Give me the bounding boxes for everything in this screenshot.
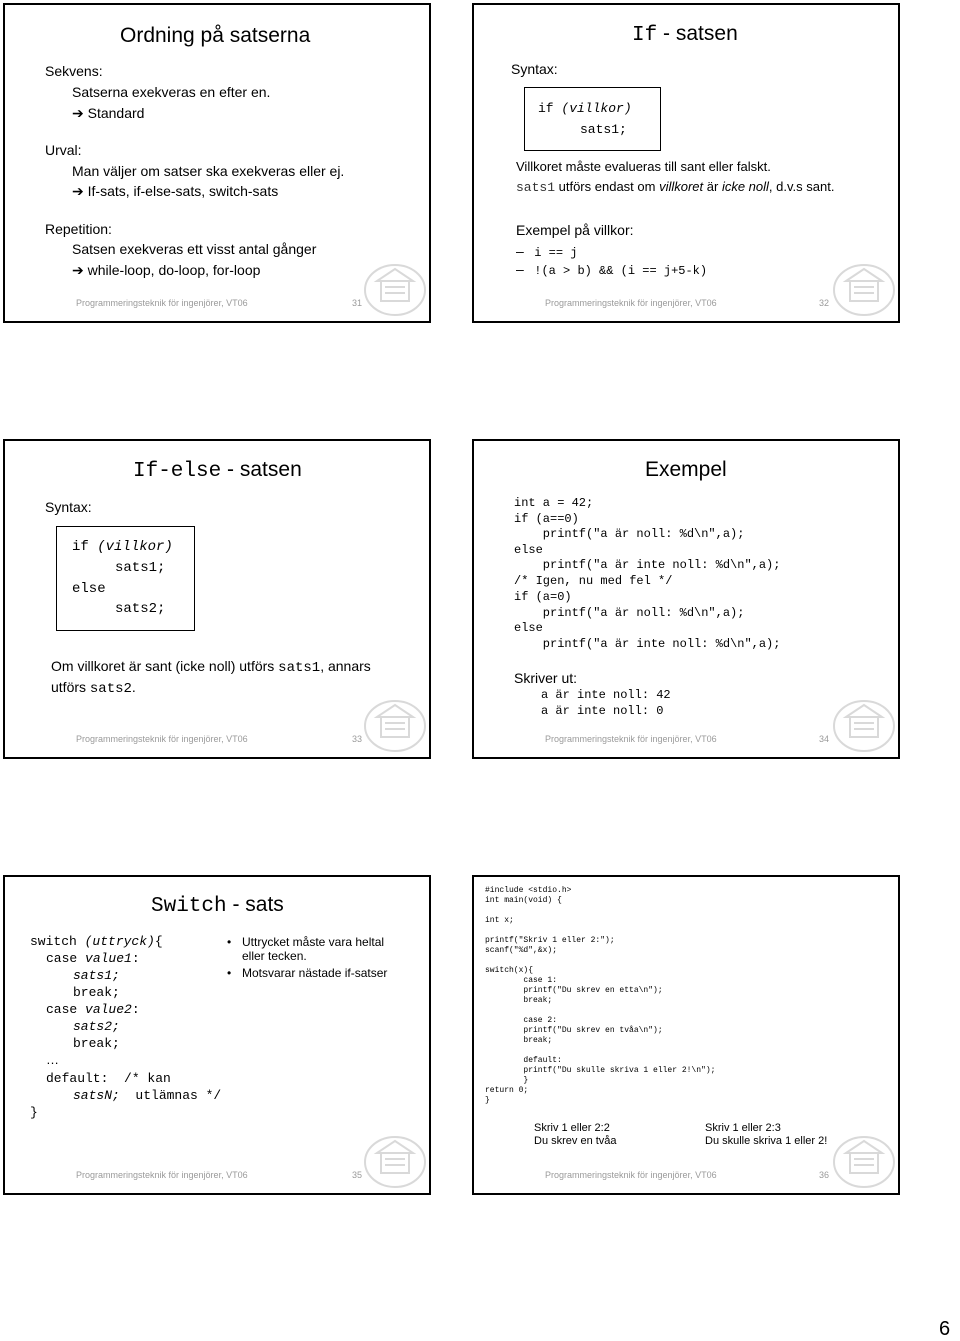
university-seal-icon bbox=[363, 699, 427, 753]
title-text: - sats bbox=[226, 893, 284, 916]
slide-footer: Programmeringsteknik för ingenjörer, VT06 bbox=[76, 298, 248, 308]
syntax-code-box bbox=[524, 87, 661, 151]
code-run: : bbox=[131, 951, 140, 966]
university-seal-icon bbox=[363, 263, 427, 317]
code-inline: sats1 bbox=[278, 660, 321, 676]
code-line bbox=[72, 539, 173, 555]
code-run: satsN; bbox=[73, 1088, 120, 1103]
repetition-arrow-text: while-loop, do-loop, for-loop bbox=[87, 262, 261, 278]
code-line: int main(void) { bbox=[485, 896, 562, 905]
repetition-arrow-item bbox=[72, 262, 260, 279]
code-line: printf("a är noll: %d\n",a); bbox=[514, 606, 745, 620]
arrow-right-icon: ➔ bbox=[72, 183, 88, 199]
slide-number: 34 bbox=[819, 734, 830, 744]
code-run: value2 bbox=[85, 1002, 132, 1017]
slide-title bbox=[632, 22, 738, 47]
code-line bbox=[73, 1088, 221, 1103]
text-run: Om villkoret är sant (icke noll) utförs bbox=[51, 658, 279, 674]
code-run: switch bbox=[30, 934, 85, 949]
code-line: printf("a är noll: %d\n",a); bbox=[514, 527, 745, 541]
dash-bullet: – bbox=[516, 261, 524, 277]
slide-35 bbox=[3, 875, 431, 1195]
example-code: !(a > b) && (i == j+5-k) bbox=[534, 264, 708, 278]
code-line: scanf("%d",&x); bbox=[485, 946, 558, 955]
code-line: sats2; bbox=[115, 601, 166, 617]
code-line: break; bbox=[73, 1036, 120, 1051]
page-number: 6 bbox=[939, 1318, 951, 1340]
bullet-dot-icon: • bbox=[227, 966, 232, 980]
urval-arrow-item bbox=[72, 183, 278, 200]
code-line: default: bbox=[485, 1056, 562, 1065]
code-line bbox=[485, 1006, 715, 1016]
text-run: villkoret bbox=[659, 179, 704, 194]
sekvens-arrow-item bbox=[72, 105, 144, 122]
text-run: , annars bbox=[320, 658, 371, 674]
university-seal-icon bbox=[832, 263, 896, 317]
slide-number: 35 bbox=[352, 1170, 363, 1180]
code-line: case 2: bbox=[485, 1016, 558, 1025]
code-line: int a = 42; bbox=[514, 496, 594, 510]
code-run: /* kan bbox=[108, 1071, 171, 1086]
text-run: utförs endast om bbox=[555, 179, 660, 194]
code-line bbox=[485, 1046, 715, 1056]
slide-footer: Programmeringsteknik för ingenjörer, VT06 bbox=[76, 1170, 248, 1180]
output-line: Du skrev en tvåa bbox=[534, 1135, 617, 1147]
text-run: är bbox=[703, 179, 722, 194]
arrow-right-icon: ➔ bbox=[72, 105, 88, 121]
slide-number: 33 bbox=[352, 734, 363, 744]
university-seal-icon bbox=[363, 1135, 427, 1189]
urval-label: Urval: bbox=[45, 142, 82, 158]
slide-36 bbox=[472, 875, 900, 1195]
bullet-text: Motsvarar nästade if-satser bbox=[242, 966, 388, 980]
code-line: else bbox=[72, 581, 106, 597]
sekvens-label: Sekvens: bbox=[45, 63, 103, 79]
code-keyword: if bbox=[538, 101, 554, 116]
slide-title: Exempel bbox=[645, 458, 727, 481]
output-label: Skriver ut: bbox=[514, 670, 578, 686]
urval-text: Man väljer om satser ska exekveras eller ej. bbox=[72, 163, 345, 179]
output-line: Du skulle skriva 1 eller 2! bbox=[705, 1135, 828, 1147]
slide-footer: Programmeringsteknik för ingenjörer, VT06 bbox=[545, 734, 717, 744]
title-code: If bbox=[632, 24, 658, 47]
slide-title bbox=[133, 458, 302, 483]
code-line: printf("a är inte noll: %d\n",a); bbox=[514, 637, 781, 651]
output-line: a är inte noll: 42 bbox=[541, 688, 671, 702]
title-code: If-else bbox=[133, 460, 222, 483]
dash-bullet: – bbox=[516, 243, 524, 259]
code-line: if (a=0) bbox=[514, 590, 572, 604]
slide-footer: Programmeringsteknik för ingenjörer, VT06 bbox=[545, 1170, 717, 1180]
example-code: i == j bbox=[534, 246, 578, 260]
code-line: /* Igen, nu med fel */ bbox=[514, 574, 673, 588]
code-keyword: if bbox=[72, 539, 89, 555]
code-line: printf("a är inte noll: %d\n",a); bbox=[514, 558, 781, 572]
code-line bbox=[46, 1071, 171, 1086]
code-run: value1 bbox=[85, 951, 132, 966]
code-line bbox=[538, 101, 632, 116]
code-condition: (villkor) bbox=[561, 101, 632, 116]
repetition-text: Satsen exekveras ett visst antal gånger bbox=[72, 241, 317, 257]
code-line: sats1; bbox=[115, 560, 166, 576]
code-line: int x; bbox=[485, 916, 514, 925]
description-line-1 bbox=[51, 658, 371, 676]
code-line bbox=[30, 934, 163, 949]
code-line: break; bbox=[485, 1036, 553, 1045]
text-run: utförs bbox=[51, 679, 90, 695]
code-condition: (villkor) bbox=[97, 539, 173, 555]
output-line: Skriv 1 eller 2:3 bbox=[705, 1122, 781, 1134]
slide-footer: Programmeringsteknik för ingenjörer, VT06 bbox=[545, 298, 717, 308]
condition-text: Villkoret måste evalueras till sant eller falskt. bbox=[516, 159, 771, 174]
code-run: : bbox=[131, 1002, 140, 1017]
code-run: (uttryck) bbox=[84, 934, 155, 949]
code-run: { bbox=[154, 934, 163, 949]
code-line: printf("Skriv 1 eller 2:"); bbox=[485, 936, 615, 945]
code-line: case 1: bbox=[485, 976, 558, 985]
output-line: a är inte noll: 0 bbox=[541, 704, 664, 718]
sekvens-arrow-text: Standard bbox=[87, 105, 145, 121]
code-line: printf("Du skulle skriva 1 eller 2!\n"); bbox=[485, 1066, 716, 1075]
bullet-item bbox=[227, 966, 402, 980]
university-seal-icon bbox=[832, 699, 896, 753]
code-line: else bbox=[514, 621, 543, 635]
slide-34 bbox=[472, 439, 900, 759]
slide-33 bbox=[3, 439, 431, 759]
text-run: , d.v.s sant. bbox=[768, 179, 835, 194]
example-item bbox=[516, 243, 577, 261]
code-run: case bbox=[46, 951, 86, 966]
text-run: icke noll bbox=[721, 179, 769, 194]
slide-footer: Programmeringsteknik för ingenjörer, VT06 bbox=[76, 734, 248, 744]
run-output-1 bbox=[534, 1122, 617, 1148]
arrow-right-icon: ➔ bbox=[72, 262, 88, 278]
bullet-dot-icon: • bbox=[227, 935, 232, 949]
code-line: } bbox=[30, 1105, 38, 1120]
sekvens-text: Satserna exekveras en efter en. bbox=[72, 84, 271, 100]
code-line bbox=[485, 906, 715, 916]
code-line: sats2; bbox=[73, 1019, 120, 1034]
output-line: Skriv 1 eller 2:2 bbox=[534, 1122, 610, 1134]
code-line: printf("Du skrev en etta\n"); bbox=[485, 986, 663, 995]
slide-number: 36 bbox=[819, 1170, 830, 1180]
university-seal-icon bbox=[832, 1135, 896, 1189]
example-item bbox=[516, 261, 707, 279]
syntax-code-box bbox=[56, 526, 195, 631]
code-inline: sats1 bbox=[516, 180, 556, 195]
syntax-label: Syntax: bbox=[511, 61, 558, 77]
code-run: default: bbox=[46, 1071, 109, 1086]
code-listing bbox=[485, 886, 715, 1106]
code-line: else bbox=[514, 543, 543, 557]
code-line: } bbox=[485, 1096, 490, 1105]
code-line bbox=[485, 926, 715, 936]
code-line: printf("Du skrev en tvåa\n"); bbox=[485, 1026, 663, 1035]
slide-number: 32 bbox=[819, 298, 830, 308]
description-line-2 bbox=[51, 679, 136, 697]
code-line: break; bbox=[485, 996, 553, 1005]
code-run: case bbox=[46, 1002, 86, 1017]
slide-number: 31 bbox=[352, 298, 363, 308]
code-line: sats1; bbox=[580, 122, 627, 137]
code-line: break; bbox=[73, 985, 120, 1000]
code-line: return 0; bbox=[485, 1086, 529, 1095]
urval-arrow-text: If-sats, if-else-sats, switch-sats bbox=[87, 183, 279, 199]
code-inline: sats2 bbox=[89, 681, 132, 697]
bullet-item bbox=[227, 935, 397, 963]
slide-32 bbox=[472, 3, 900, 323]
execution-text bbox=[516, 179, 834, 195]
title-text: - satsen bbox=[657, 22, 738, 45]
code-line: sats1; bbox=[73, 968, 120, 983]
title-text: - satsen bbox=[221, 458, 302, 481]
syntax-label: Syntax: bbox=[45, 499, 92, 515]
code-line bbox=[46, 951, 140, 966]
slide-31 bbox=[3, 3, 431, 323]
code-line: switch(x){ bbox=[485, 966, 534, 975]
title-code: Switch bbox=[151, 895, 227, 918]
code-line: } bbox=[485, 1076, 529, 1085]
run-output-2 bbox=[705, 1122, 827, 1148]
examples-label: Exempel på villkor: bbox=[516, 222, 634, 238]
slide-title: Ordning på satserna bbox=[120, 24, 311, 47]
bullet-text: Uttrycket måste vara heltal eller tecken. bbox=[242, 935, 385, 963]
code-line: #include <stdio.h> bbox=[485, 886, 572, 895]
text-run: . bbox=[131, 679, 136, 695]
code-line: if (a==0) bbox=[514, 512, 579, 526]
code-ellipsis: … bbox=[46, 1052, 59, 1067]
code-line bbox=[485, 956, 715, 966]
code-line bbox=[46, 1002, 140, 1017]
repetition-label: Repetition: bbox=[45, 221, 112, 237]
code-run: utlämnas */ bbox=[119, 1088, 222, 1103]
slide-title bbox=[151, 893, 284, 918]
